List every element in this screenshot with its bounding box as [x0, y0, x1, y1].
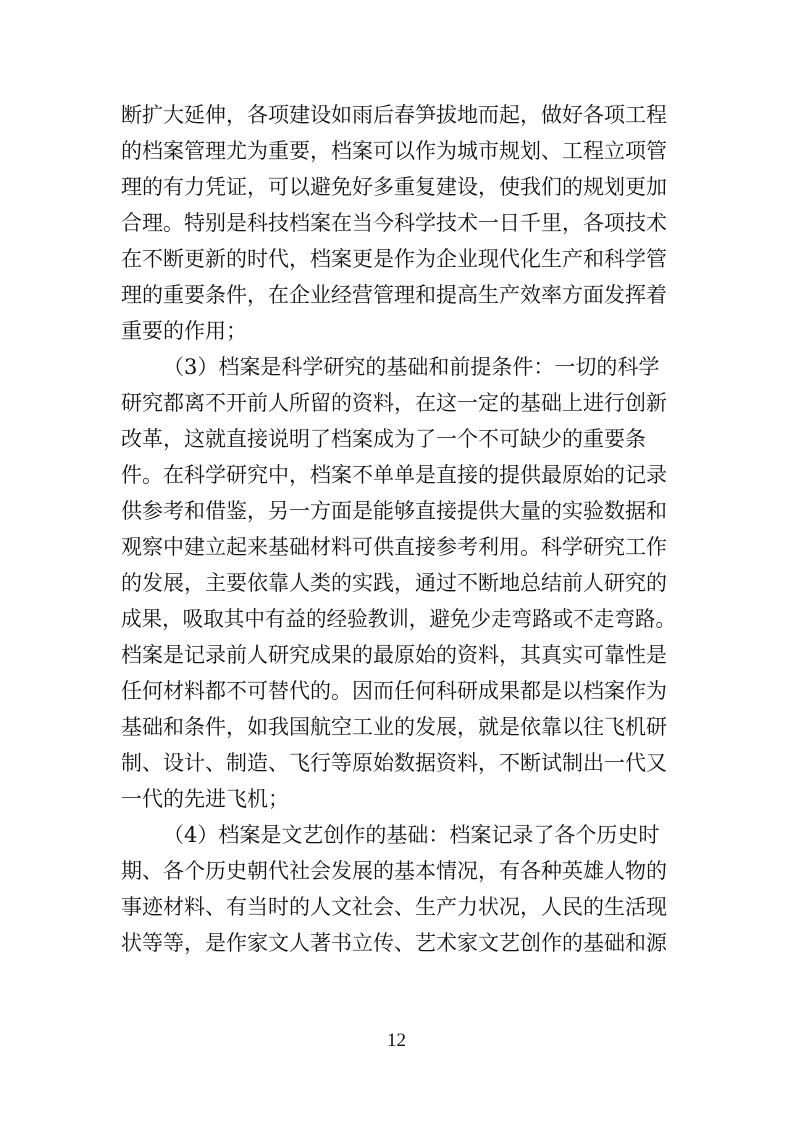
text-line: 一代的先进飞机； — [121, 787, 289, 811]
text-line: 状等等，是作家文人著书立传、艺术家文艺创作的基础和源 — [121, 931, 667, 955]
text-line: 理的重要条件，在企业经营管理和提高生产效率方面发挥着 — [121, 283, 667, 307]
text-line: 制、设计、制造、飞行等原始数据资料，不断试制出一代又 — [121, 751, 667, 775]
page-number: 12 — [387, 1030, 406, 1051]
text-line: 改革，这就直接说明了档案成为了一个不可缺少的重要条 — [121, 427, 646, 451]
text-line: 件。在科学研究中，档案不单单是直接的提供最原始的记录 — [121, 463, 667, 487]
text-line: 事迹材料、有当时的人文社会、生产力状况，人民的生活现 — [121, 895, 667, 919]
text-line: 基础和条件，如我国航空工业的发展，就是依靠以往飞机研 — [121, 715, 667, 739]
text-line: 断扩大延伸，各项建设如雨后春笋拔地而起，做好各项工程 — [121, 103, 667, 127]
paragraph-start-line: （4）档案是文艺创作的基础：档案记录了各个历史时 — [163, 823, 660, 847]
text-line: 任何材料都不可替代的。因而任何科研成果都是以档案作为 — [121, 679, 667, 703]
text-line: 观察中建立起来基础材料可供直接参考利用。科学研究工作 — [121, 535, 667, 559]
text-line: 重要的作用； — [121, 319, 247, 343]
text-line: 研究都离不开前人所留的资料，在这一定的基础上进行创新 — [121, 391, 667, 415]
text-line: 理的有力凭证，可以避免好多重复建设，使我们的规划更加 — [121, 175, 667, 199]
text-line: 供参考和借鉴，另一方面是能够直接提供大量的实验数据和 — [121, 499, 667, 523]
text-line: 档案是记录前人研究成果的最原始的资料，其真实可靠性是 — [121, 643, 667, 667]
text-line: 合理。特别是科技档案在当今科学技术一日千里，各项技术 — [121, 211, 667, 235]
paragraph-start-line: （3）档案是科学研究的基础和前提条件：一切的科学 — [163, 355, 660, 379]
text-line: 成果，吸取其中有益的经验教训，避免少走弯路或不走弯路。 — [121, 607, 676, 631]
text-line: 在不断更新的时代，档案更是作为企业现代化生产和科学管 — [121, 247, 667, 271]
text-line: 的发展，主要依靠人类的实践，通过不断地总结前人研究的 — [121, 571, 667, 595]
text-line: 期、各个历史朝代社会发展的基本情况，有各种英雄人物的 — [121, 859, 667, 883]
text-line: 的档案管理尤为重要，档案可以作为城市规划、工程立项管 — [121, 139, 667, 163]
